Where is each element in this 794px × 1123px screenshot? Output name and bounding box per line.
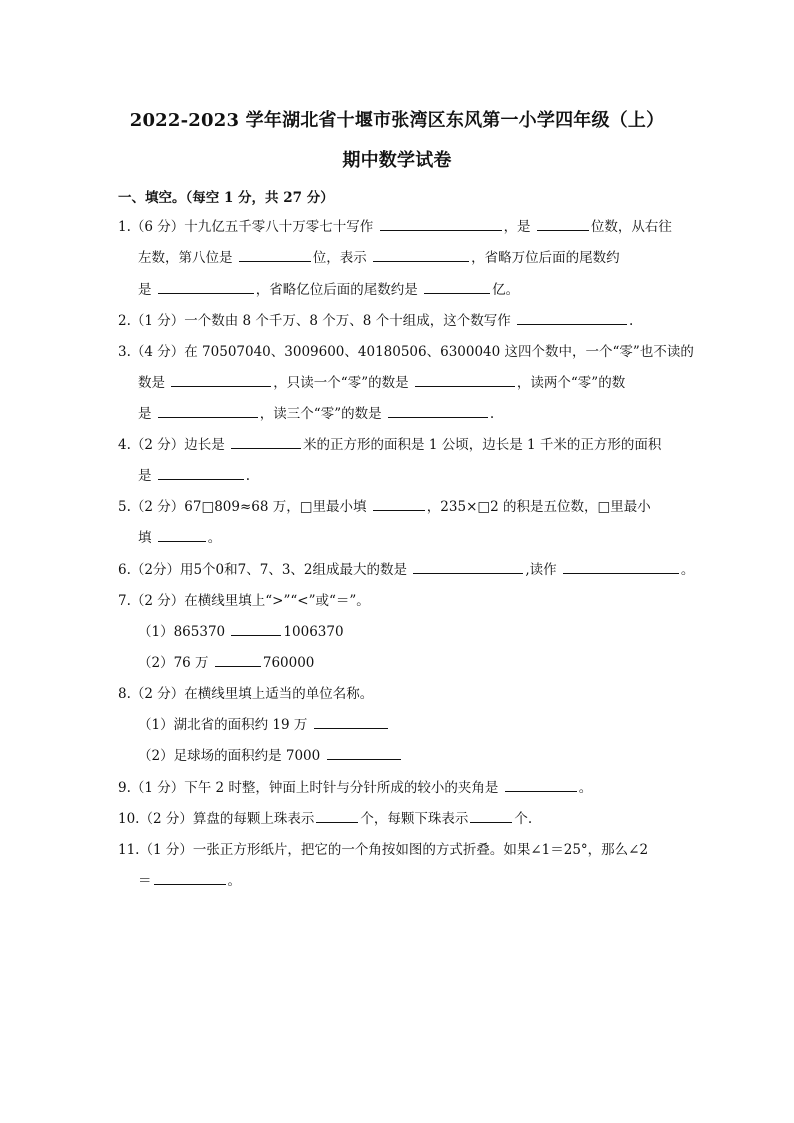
q2-text-b: . [629,313,634,329]
q5-text-c: 填 [138,530,152,546]
q5-text-b: ，235×□2 的积是五位数，□里最小 [426,499,651,515]
q6-text-a: 6.（2分）用5个0和7、7、3、2组成最大的数是 [118,562,408,578]
q5-blank-1[interactable] [373,498,425,511]
q10-blank-2[interactable] [470,810,512,823]
q3-blank-3[interactable] [158,405,258,418]
q1-blank-5[interactable] [158,281,254,294]
q1-blank-1[interactable] [380,218,502,231]
q4-blank-2[interactable] [158,467,244,480]
q11-text-c: 。 [227,873,241,889]
q4-text-a: 4.（2 分）边长是 [118,437,225,453]
q8-p1-text: （1）湖北省的面积约 19 万 [138,717,308,733]
q8-p2-text: （2）足球场的面积约是 7000 [138,748,321,764]
q8-blank-1[interactable] [314,716,388,729]
exam-title-line1: 2022-2023 学年湖北省十堰市张湾区东风第一小学四年级（上） [129,110,665,131]
q4-blank-1[interactable] [231,436,301,449]
question-10 [118,810,532,828]
question-6 [118,561,694,579]
question-8-part-2 [138,747,403,765]
question-2 [118,312,633,330]
q6-blank-2[interactable] [563,561,679,574]
q9-text-a: 9.（1 分）下午 2 时整，钟面上时针与分针所成的较小的夹角是 [118,780,499,796]
q7-p1-text-b: 1006370 [283,624,344,640]
question-3-line-1 [118,343,694,361]
q1-text-d: 左数，第八位是 [138,250,233,266]
q2-text-a: 2.（1 分）一个数由 8 个千万、8 个万、8 个十组成，这个数写作 [118,313,511,329]
q11-text-b: ＝ [138,873,152,889]
question-1-line-1 [118,218,672,236]
q7-blank-2[interactable] [215,654,261,667]
q10-text-b: 个，每颗下珠表示 [360,811,469,827]
q1-text-i: 亿。 [492,282,520,298]
q7-blank-1[interactable] [231,623,281,636]
q7-p2-text-a: （2）76 万 [138,655,209,671]
question-9 [118,779,592,797]
q5-text-a: 5.（2 分）67□809≈68 万，□里最小填 [118,499,367,515]
question-1-line-3 [138,281,519,299]
q10-text-c: 个. [514,811,533,827]
q5-text-d: 。 [207,530,222,546]
q3-text-d: ，读两个“零”的数 [516,375,626,391]
q1-text-b: ，是 [503,219,531,235]
q3-text-g: . [489,406,495,422]
question-7-part-1 [138,623,344,641]
question-4-line-1 [118,436,661,454]
question-3-line-3 [138,405,494,423]
question-11-line-2 [138,872,241,890]
question-7 [118,592,370,610]
q9-blank-1[interactable] [505,779,577,792]
q3-text-e: 是 [138,406,152,422]
q9-text-b: 。 [578,780,593,796]
question-5-line-1 [118,498,651,516]
q3-blank-1[interactable] [171,374,271,387]
q11-text-a: 11.（1 分）一张正方形纸片，把它的一个角按如图的方式折叠。如果∠1＝25°，那么∠2 [118,842,649,858]
q1-text-h: ，省略亿位后面的尾数约是 [255,282,418,298]
q6-text-b: ,读作 [525,562,557,578]
q1-text-a: 1.（6 分）十九亿五千零八十万零七十写作 [118,219,374,235]
q1-blank-2[interactable] [537,218,589,231]
section-header: 一、填空。（每空 1 分，共 27 分） [118,190,334,206]
question-8 [118,685,373,703]
q3-text-f: ，读三个“零”的数是 [259,406,382,422]
q5-blank-2[interactable] [158,529,206,542]
q10-text-a: 10.（2 分）算盘的每颗上珠表示 [118,811,315,827]
q10-blank-1[interactable] [316,810,358,823]
question-8-part-1 [138,716,390,734]
q1-blank-6[interactable] [424,281,490,294]
question-11-line-1 [118,841,648,859]
question-7-part-2 [138,654,314,672]
question-3-line-2 [138,374,625,392]
question-1-line-2 [138,249,620,267]
q1-text-f: ，省略万位后面的尾数约 [471,250,620,266]
q7-p1-text-a: （1）865370 [138,624,226,640]
q3-text-c: ，只读一个“零”的数是 [273,375,409,391]
q3-blank-4[interactable] [388,405,488,418]
q2-blank-1[interactable] [517,312,627,325]
q8-text-a: 8.（2 分）在横线里填上适当的单位名称。 [118,686,374,702]
question-4-line-2 [138,467,250,485]
exam-title-line2: 期中数学试卷 [342,150,452,171]
q6-text-c: 。 [680,562,695,578]
q7-p2-text-b: 760000 [262,655,315,671]
q3-text-a: 3.（4 分）在 70507040、3009600、40180506、6300040 这四个数中，一个“零”也不读的 [118,344,694,360]
question-5-line-2 [138,529,221,547]
q3-text-b: 数是 [138,375,165,391]
q8-blank-2[interactable] [327,747,401,760]
q6-blank-1[interactable] [413,561,523,574]
q7-text-a: 7.（2 分）在横线里填上“>”“<”或“＝”。 [118,593,370,609]
q1-blank-3[interactable] [239,249,311,262]
q3-blank-2[interactable] [415,374,515,387]
q4-text-b: 米的正方形的面积是 1 公顷，边长是 1 千米的正方形的面积 [303,437,662,453]
q1-text-e: 位，表示 [312,250,367,266]
q1-text-c: 位数，从右往 [590,219,672,235]
q11-blank-1[interactable] [154,872,226,885]
q1-text-g: 是 [138,282,152,298]
q4-text-d: . [245,468,251,484]
q4-text-c: 是 [138,468,152,484]
q1-blank-4[interactable] [373,249,469,262]
